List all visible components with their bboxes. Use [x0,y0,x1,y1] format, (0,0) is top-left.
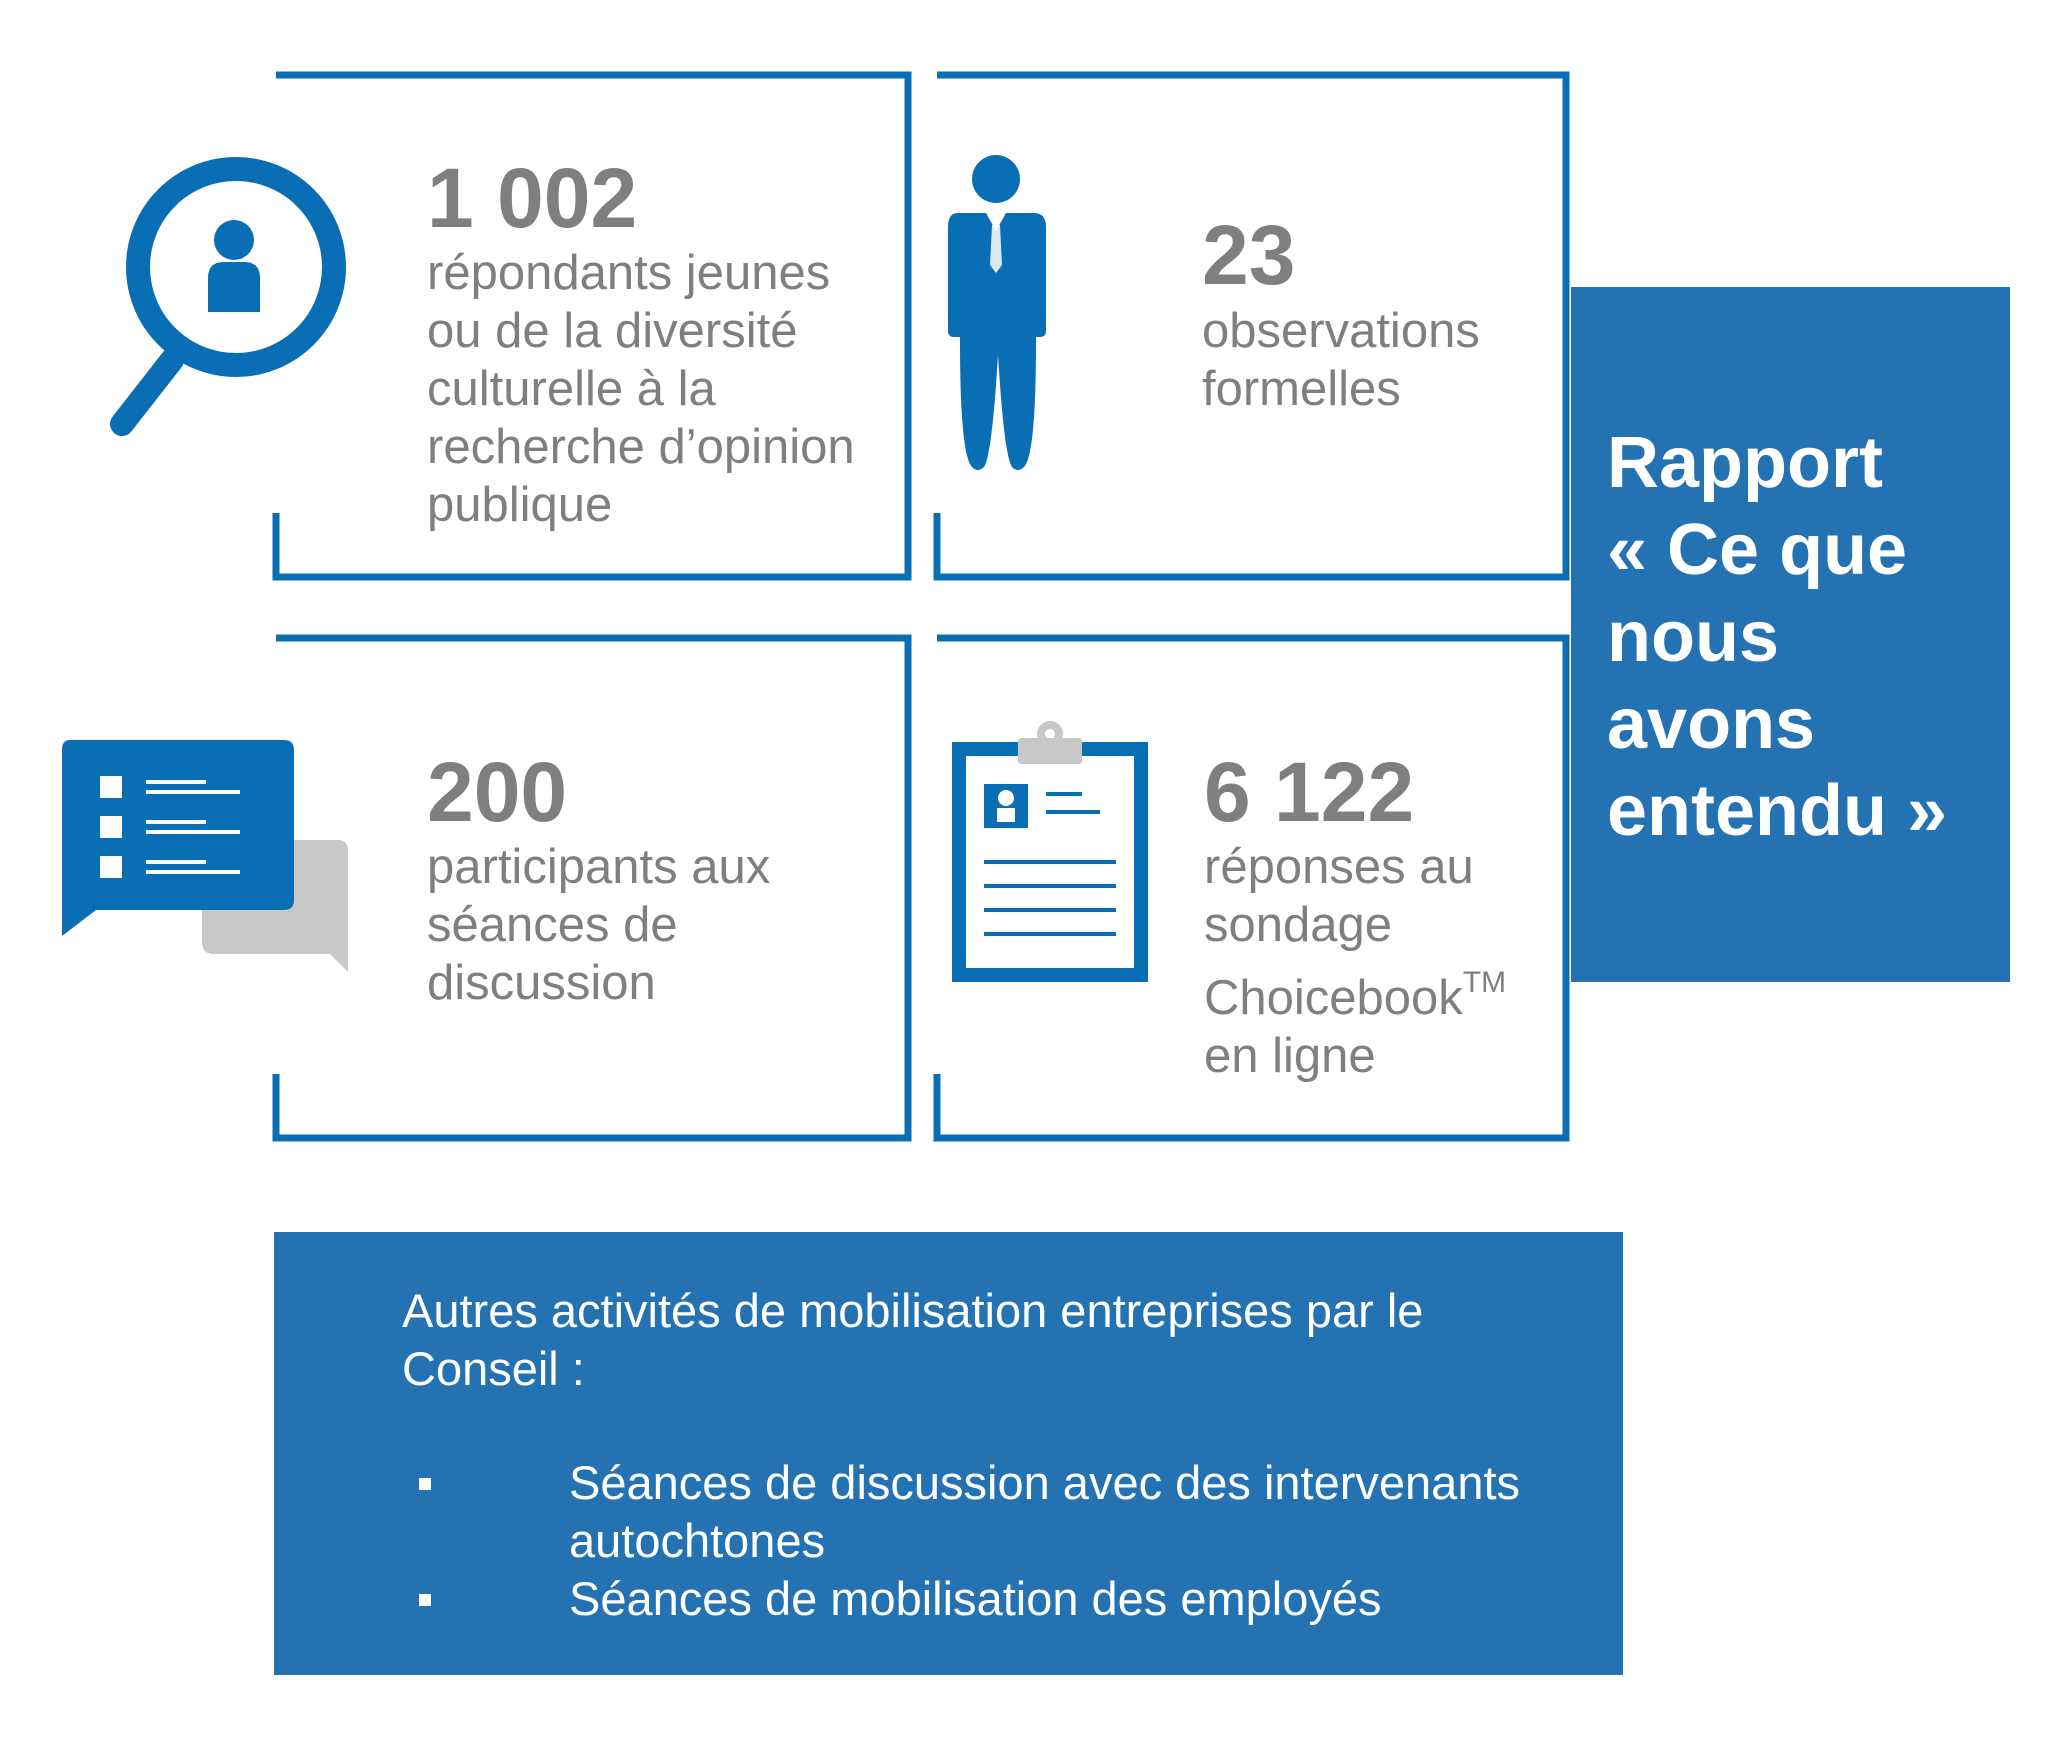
stat-number-respondents: 1 002 [427,151,638,245]
list-item-text: Séances de mobilisation des employés [569,1572,1382,1625]
stat-number-responses: 6 122 [1204,745,1415,839]
list-item [419,1570,1569,1628]
stat-description-line: en ligne [1204,1029,1376,1083]
other-activities-list [419,1454,1569,1628]
other-activities-panel [274,1232,1623,1675]
square-bullet-icon [419,1478,431,1490]
stat-number-participants: 200 [427,745,568,839]
square-bullet-icon [419,1594,431,1606]
businessman-icon [940,155,1060,475]
stat-description-line: réponses au [1204,840,1474,894]
report-title: Rapport « Ce que nous avons entendu » [1607,423,1948,851]
list-item [419,1454,1569,1570]
list-item-text: Séances de discussion avec des intervenants autochtones [569,1456,1521,1567]
chat-bubbles-icon [60,740,350,980]
clipboard-icon [950,720,1150,990]
choicebook-label: Choicebook [1204,971,1463,1025]
trademark-symbol: TM [1462,966,1507,999]
stat-description-line [1204,954,1564,1027]
stat-description-participants: participants aux séances de discussion [427,840,771,1010]
other-activities-intro: Autres activités de mobilisation entreprises par le Conseil : [402,1284,1424,1395]
stat-description-responses [1204,838,1564,1085]
stat-description-line: sondage [1204,898,1393,952]
stat-description-observations: observations formelles [1202,304,1480,416]
stat-number-observations: 23 [1202,208,1296,302]
stat-description-respondents: répondants jeunes ou de la diversité culturelle à la recherche d’opinion publique [427,246,855,532]
magnifier-person-icon [100,150,360,440]
